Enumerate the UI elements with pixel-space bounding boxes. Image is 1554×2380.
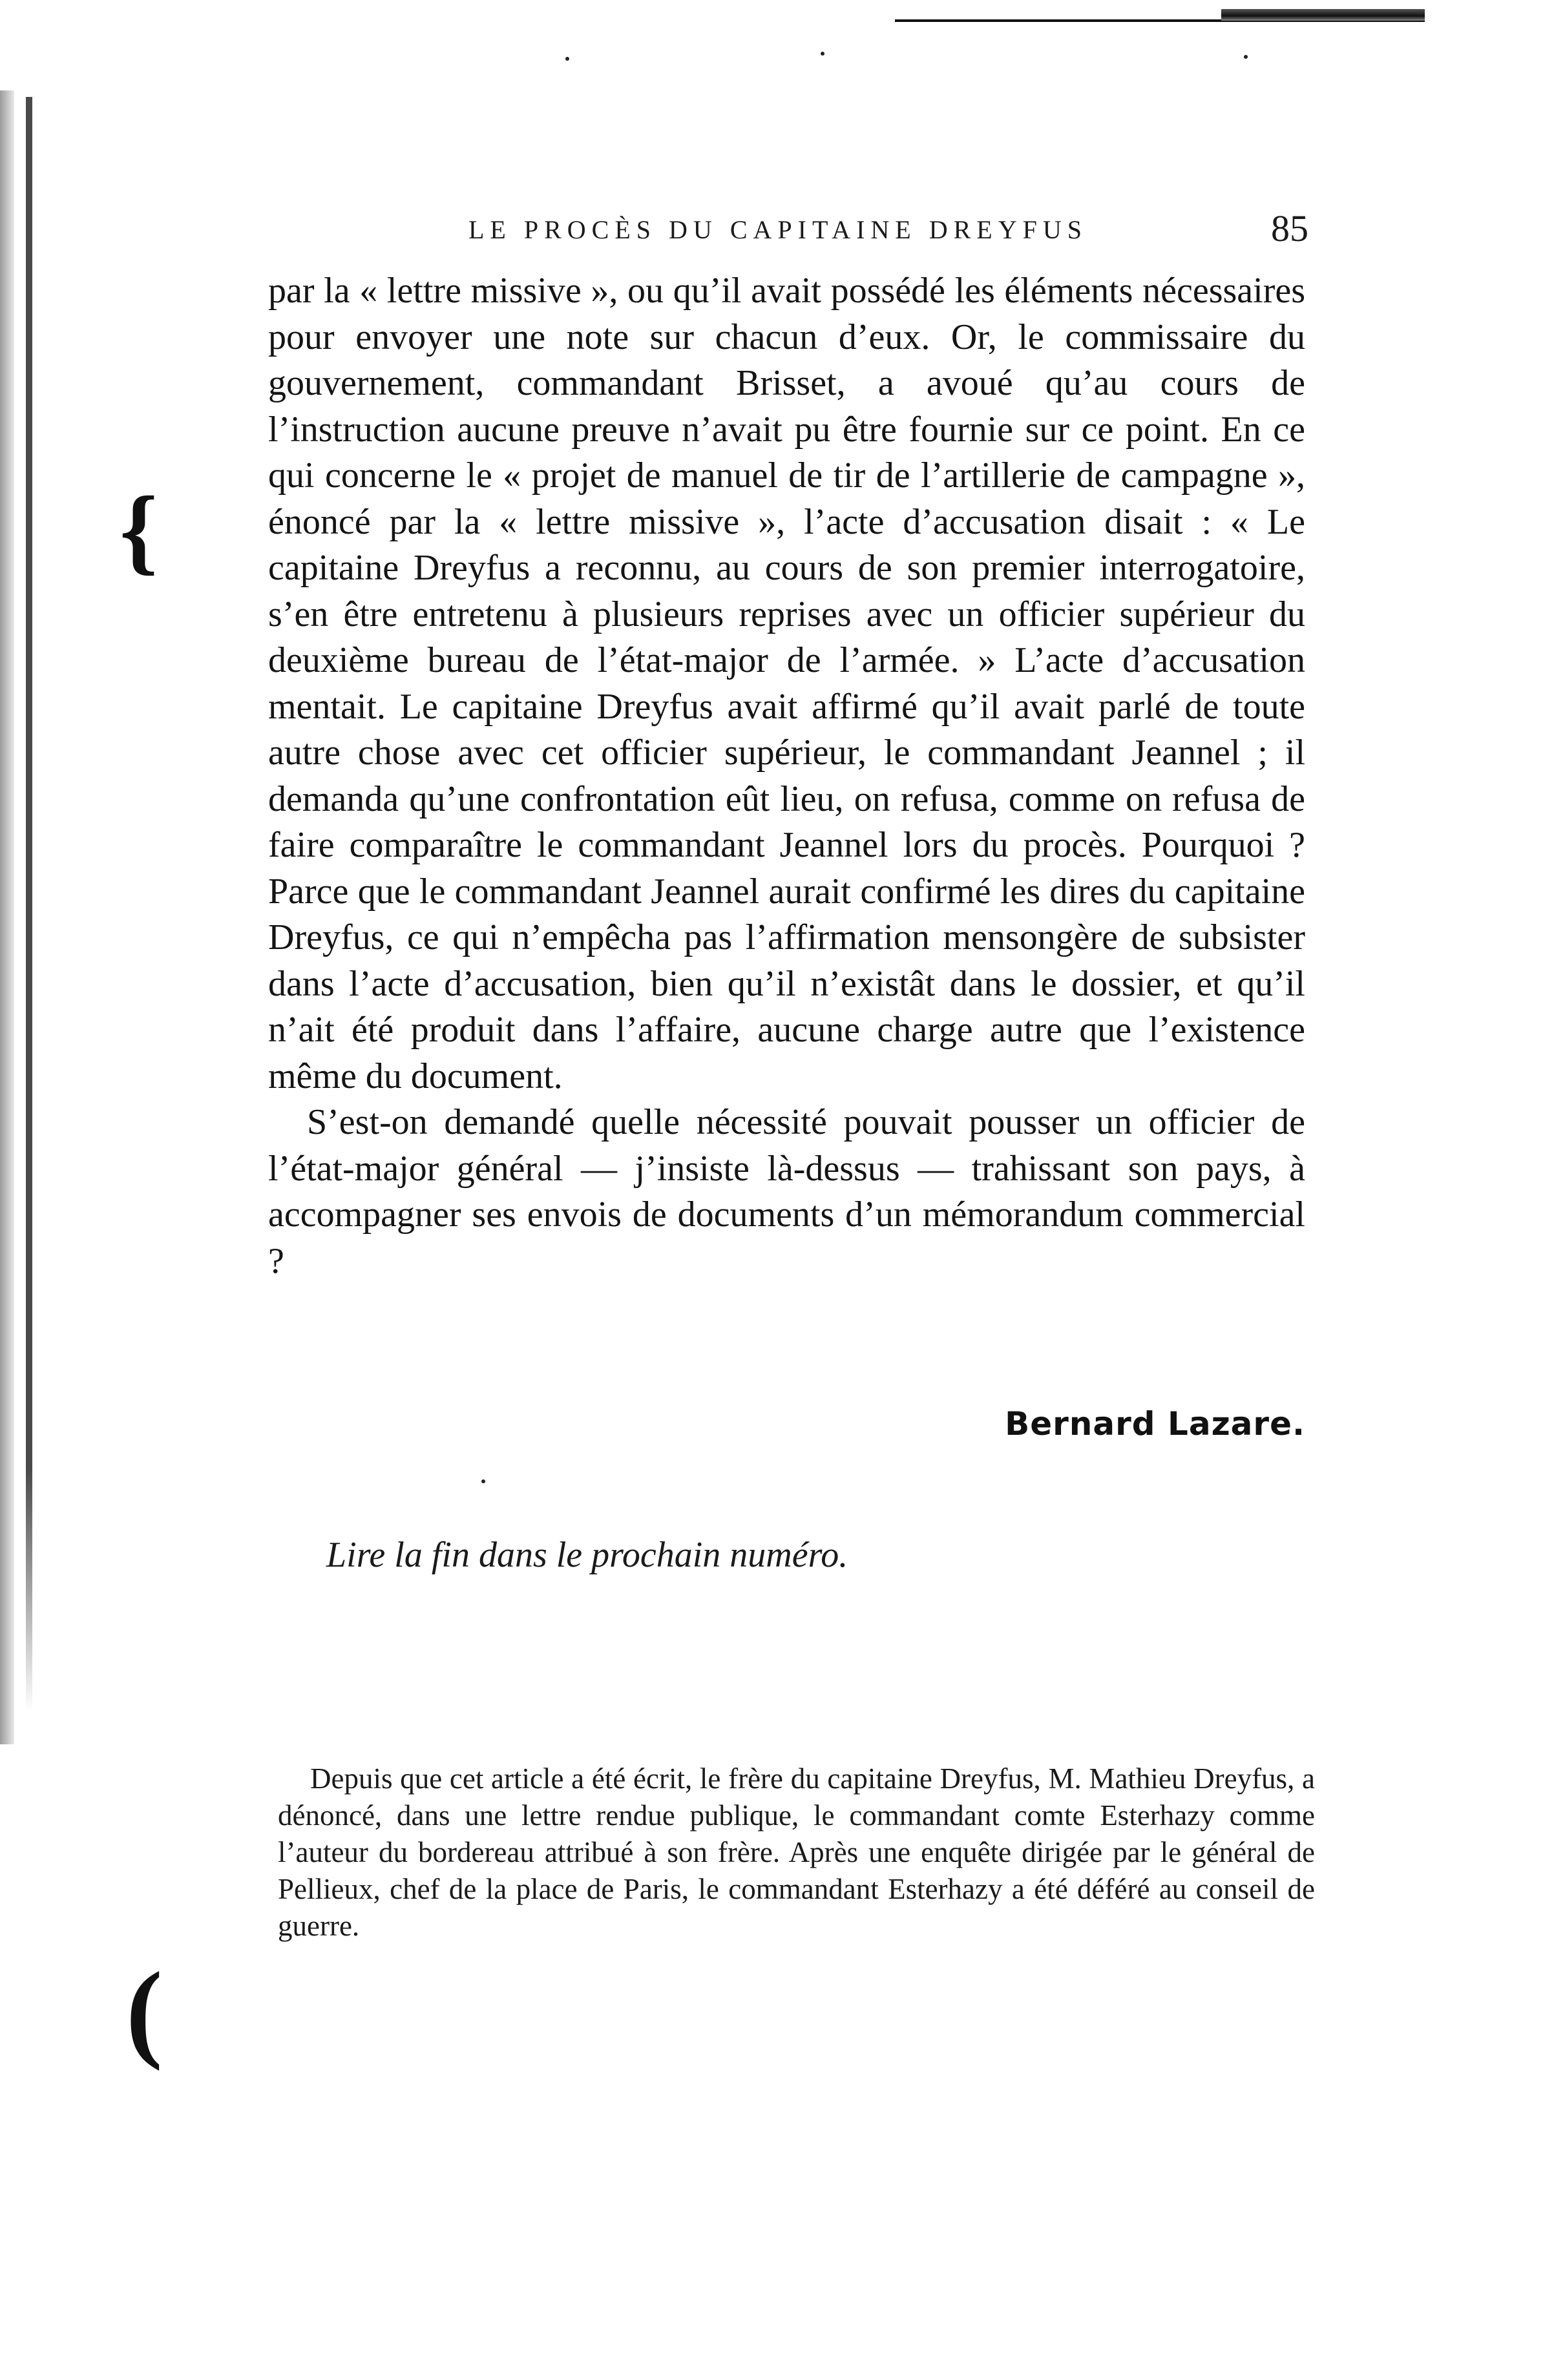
scan-gutter-line xyxy=(26,97,32,1712)
margin-bracket-mark: { xyxy=(120,477,158,584)
footnote-text: Depuis que cet article a été écrit, le frère du capitaine Dreyfus, M. Mathieu Dreyfus, a dénoncé, dans une lettre rendue publique, le commandant comte Esterhazy comme l’auteur du bordereau attribué à son frère. Après une enquête dirigée par le général de Pellieux, chef de la place de Paris, le commandant Esterhazy a été déféré au conseil de guerre. xyxy=(278,1762,1315,1942)
scan-speck xyxy=(821,52,824,56)
author-signature: Bernard Lazare. xyxy=(1005,1405,1305,1443)
footnote xyxy=(278,1760,1315,1945)
running-title: LE PROCÈS DU CAPITAINE DREYFUS xyxy=(468,215,1087,244)
scan-speck xyxy=(1244,55,1248,59)
continuation-note: Lire la fin dans le prochain numéro. xyxy=(326,1535,848,1575)
scan-top-rule-mark xyxy=(1221,9,1425,21)
article-body xyxy=(268,268,1305,1284)
page-number: 85 xyxy=(1271,207,1308,249)
scan-speck xyxy=(565,57,569,61)
page-header xyxy=(468,207,1308,258)
scan-speck xyxy=(481,1479,485,1483)
scan-gutter-shadow xyxy=(0,90,14,1744)
body-paragraph: S’est-on demandé quelle nécessité pouvait pousser un officier de l’état-major général — j’insiste là-dessus — trahissant son pays, à accompagner ses envois de documents d’un mémorandum commercial ? xyxy=(268,1102,1305,1281)
margin-bracket-mark: ( xyxy=(126,1950,163,2071)
body-paragraph: par la « lettre missive », ou qu’il avait possédé les éléments nécessaires pour envoyer une note sur chacun d’eux. Or, le commissaire du gouvernement, commandant Brisset, a avoué qu’au cours de l’instruction aucune preuve n’avait pu être fournie sur ce point. En ce qui concerne le « projet de manuel de tir de l’artillerie de campagne », énoncé par la « lettre missive », l’acte d’accusation disait : « Le capitaine Dreyfus a reconnu, au cours de son premier interrogatoire, s’en être entretenu à plusieurs reprises avec un officier supérieur du deuxième bureau de l’état-major de l’armée. » L’acte d’accusation mentait. Le capitaine Dreyfus avait affirmé qu’il avait parlé de toute autre chose avec cet officier supérieur, le commandant Jeannel ; il demanda qu’une confrontation eût lieu, on refusa, comme on refusa de faire comparaître le commandant Jeannel lors du procès. Pourquoi ? Parce que le commandant Jeannel aurait confirmé les dires du capitaine Dreyfus, ce qui n’empêcha pas l’affirmation mensongère de subsister dans l’acte d’accusation, bien qu’il n’existât dans le dossier, et qu’il n’ait été produit dans l’affaire, aucune charge autre que l’existence même du document. xyxy=(268,271,1305,1096)
